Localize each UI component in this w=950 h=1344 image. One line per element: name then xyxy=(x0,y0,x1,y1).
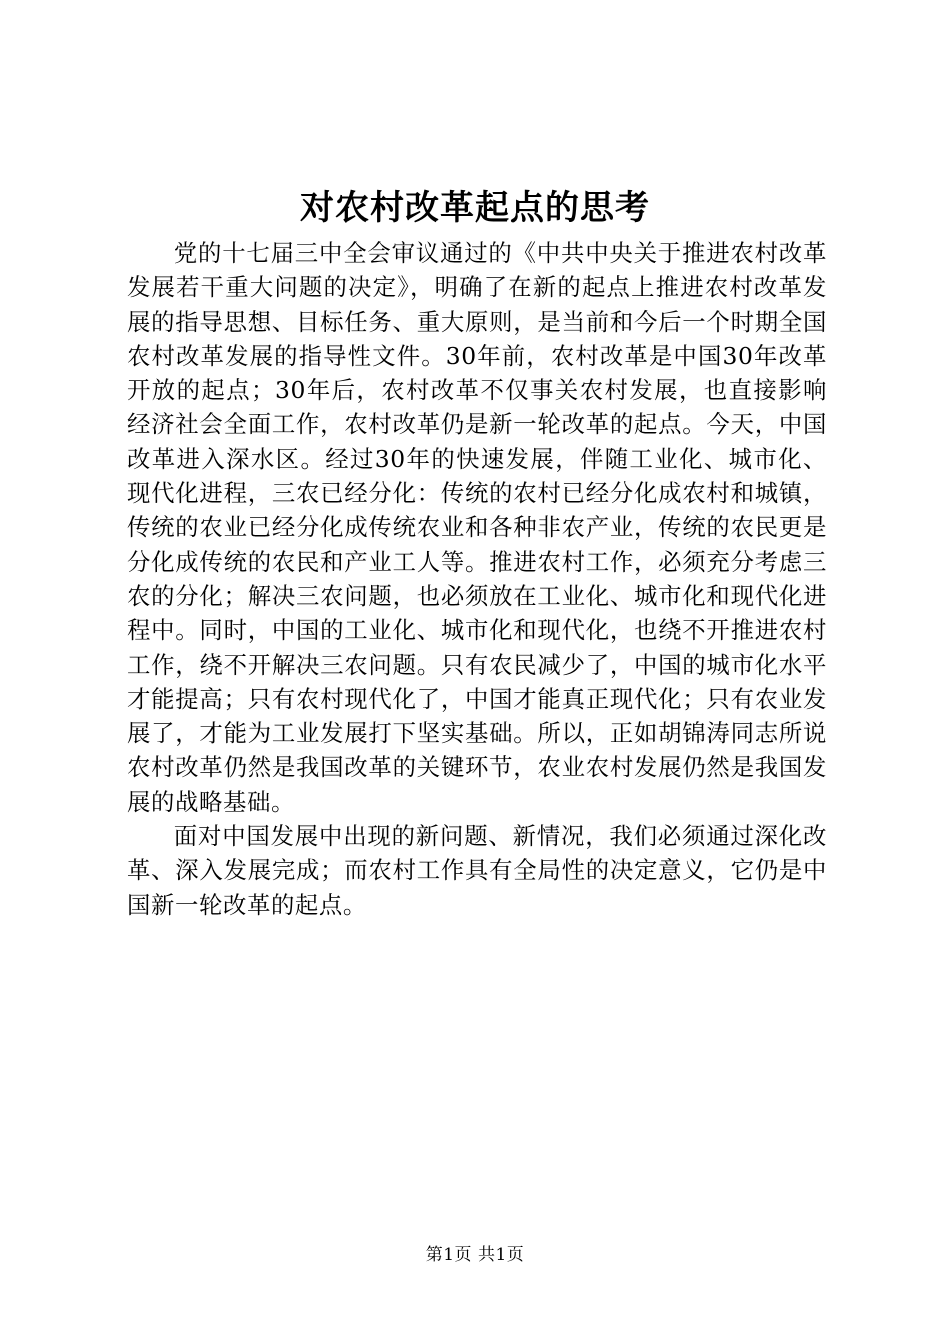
body-paragraph-1: 党的十七届三中全会审议通过的《中共中央关于推进农村改革发展若干重大问题的决定》，明确了在新的起点上推进农村改革发展的指导思想、目标任务、重大原则，是当前和今后一个时期全国农村改革发展的指导性文件。30年前，农村改革是中国30年改革开放的起点；30年后，农村改革不仅事关农村发展，也直接影响经济社会全面工作，农村改革仍是新一轮改革的起点。今天，中国改革进入深水区。经过30年的快速发展，伴随工业化、城市化、现代化进程，三农已经分化：传统的农村已经分化成农村和城镇，传统的农业已经分化成传统农业和各种非农产业，传统的农民更是分化成传统的农民和产业工人等。推进农村工作，必须充分考虑三农的分化；解决三农问题，也必须放在工业化、城市化和现代化进程中。同时，中国的工业化、城市化和现代化，也绕不开推进农村工作，绕不开解决三农问题。只有农民减少了，中国的城市化水平才能提高；只有农村现代化了，中国才能真正现代化；只有农业发展了，才能为工业发展打下坚实基础。所以，正如胡锦涛同志所说农村改革仍然是我国改革的关键环节，农业农村发展仍然是我国发展的战略基础。 xyxy=(127,239,827,816)
document-title: 对农村改革起点的思考 xyxy=(300,188,650,228)
body-paragraph-2: 面对中国发展中出现的新问题、新情况，我们必须通过深化改革、深入发展完成；而农村工作具有全局性的决定意义，它仍是中国新一轮改革的起点。 xyxy=(127,822,827,919)
page-number-footer: 第1页 共1页 xyxy=(425,1245,525,1265)
document-body xyxy=(127,236,827,922)
